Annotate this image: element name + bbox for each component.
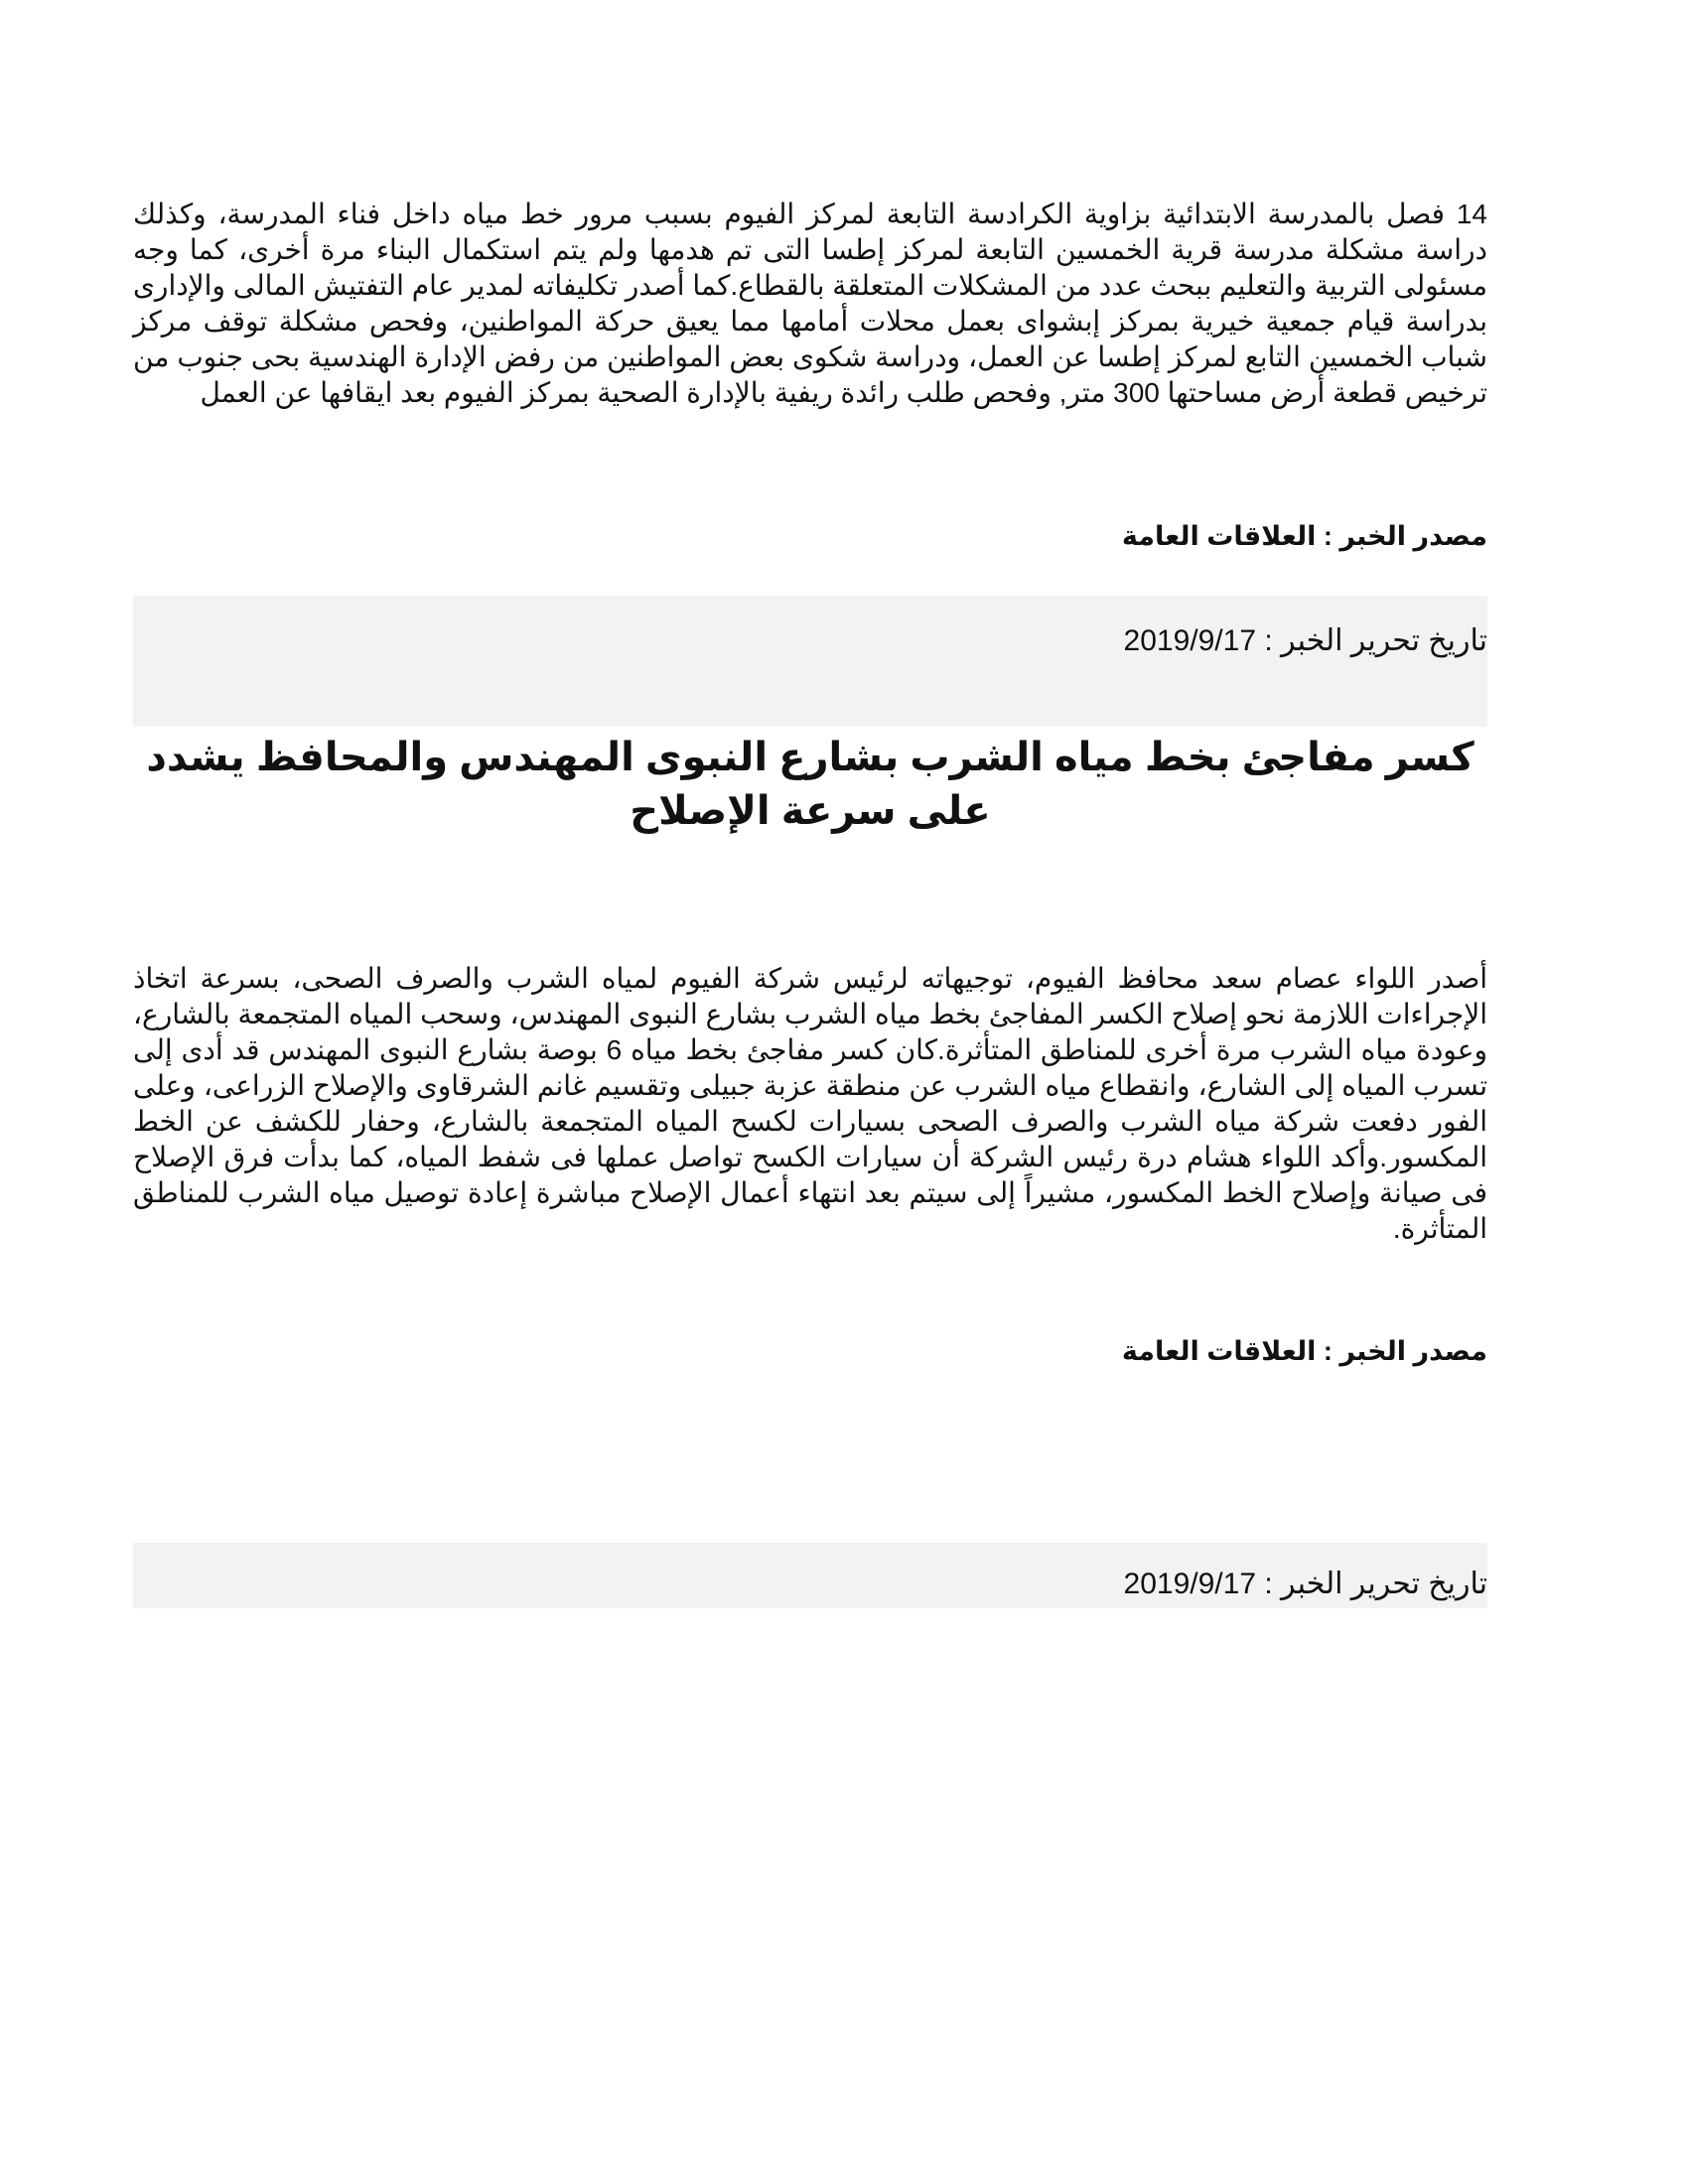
- article-2-source: مصدر الخبر : العلاقات العامة: [1121, 1336, 1487, 1366]
- article-1-source: مصدر الخبر : العلاقات العامة: [1121, 521, 1487, 551]
- article-1-source-wrap: [133, 518, 1487, 554]
- article-2-body: أصدر اللواء عصام سعد محافظ الفيوم، توجيهاته لرئيس شركة الفيوم لمياه الشرب والصرف الصحى، بسرعة اتخاذ الإجراءات اللازمة نحو إصلاح الكسر المفاجئ بخط مياه الشرب بشارع النبوى المهندس، وسحب المياه المتجمعة بالشارع، وعودة مياه الشرب مرة أخرى للمناطق المتأثرة.كان كسر مفاجئ بخط مياه 6 بوصة بشارع النبوى المهندس قد أدى إلى تسرب المياه إلى الشارع، وانقطاع مياه الشرب عن منطقة عزبة جبيلى وتقسيم غانم الشرقاوى والإصلاح الزراعى، وعلى الفور دفعت شركة مياه الشرب والصرف الصحى بسيارات لكسح المياه المتجمعة بالشارع، وحفار للكشف عن الخط المكسور.وأكد اللواء هشام درة رئيس الشركة أن سيارات الكسح تواصل عملها فى شفط المياه، كما بدأت فرق الإصلاح فى صيانة وإصلاح الخط المكسور، مشيراً إلى سيتم بعد انتهاء أعمال الإصلاح مباشرة إعادة توصيل مياه الشرب للمناطق المتأثرة.: [133, 963, 1488, 1244]
- article-2-headline-wrap: [133, 731, 1487, 838]
- article-2-date: تاريخ تحرير الخبر : 2019/9/17: [1123, 1568, 1487, 1600]
- article-2-source-wrap: [133, 1333, 1487, 1369]
- article-1-date-block: [133, 596, 1487, 727]
- article-2-headline: كسر مفاجئ بخط مياه الشرب بشارع النبوى المهندس والمحافظ يشدد على سرعة الإصلاح: [146, 736, 1475, 833]
- article-1-date: تاريخ تحرير الخبر : 2019/9/17: [1123, 624, 1487, 657]
- article-2: [133, 961, 1487, 1247]
- article-1-body: 14 فصل بالمدرسة الابتدائية بزاوية الكرادسة التابعة لمركز الفيوم بسبب مرور خط مياه داخل فناء المدرسة، وكذلك دراسة مشكلة مدرسة قرية الخمسين التابعة لمركز إطسا التى تم هدمها ولم يتم استكمال البناء مرة أخرى، كما وجه مسئولى التربية والتعليم ببحث عدد من المشكلات المتعلقة بالقطاع.كما أصدر تكليفاته لمدير عام التفتيش المالى والإدارى بدراسة قيام جمعية خيرية بمركز إبشواى بعمل محلات أمامها مما يعيق حركة المواطنين، وفحص مشكلة توقف مركز شباب الخمسين التابع لمركز إطسا عن العمل، ودراسة شكوى بعض المواطنين من رفض الإدارة الهندسية بحى جنوب من ترخيص قطعة أرض مساحتها 300 متر, وفحص طلب رائدة ريفية بالإدارة الصحية بمركز الفيوم بعد ايقافها عن العمل: [133, 199, 1487, 408]
- article-2-date-block: [133, 1543, 1487, 1608]
- article-1: [133, 197, 1487, 411]
